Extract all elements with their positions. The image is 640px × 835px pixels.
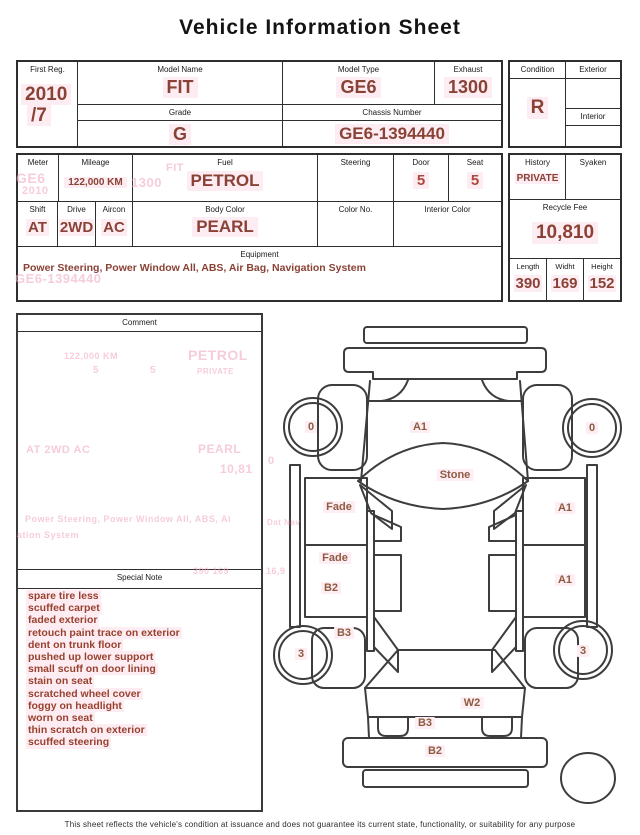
comment-header: Comment bbox=[18, 315, 261, 332]
model-name-cell bbox=[78, 62, 283, 105]
damage-code-label: 3 bbox=[295, 648, 307, 660]
length-cell bbox=[510, 259, 547, 300]
special-note-item: retouch paint trace on exterior bbox=[28, 626, 180, 639]
condition-label: Condition bbox=[510, 62, 565, 79]
steering-label: Steering bbox=[340, 158, 371, 167]
mileage-cell bbox=[59, 155, 133, 202]
special-note-list bbox=[26, 590, 258, 749]
exterior-interior-cell bbox=[566, 62, 620, 146]
equipment-cell bbox=[18, 247, 501, 300]
door-label: Door bbox=[412, 158, 430, 167]
grade-value: G bbox=[169, 124, 191, 145]
car-diagram bbox=[265, 315, 640, 815]
special-note-item: scratched wheel cover bbox=[28, 687, 141, 700]
damage-code-label: B2 bbox=[321, 582, 341, 594]
model-name-label: Model Name bbox=[157, 65, 203, 74]
special-note-item: spare tire less bbox=[28, 590, 99, 602]
chassis-number-cell bbox=[283, 105, 501, 146]
special-note-item: worn on seat bbox=[28, 712, 93, 725]
model-type-cell bbox=[283, 62, 435, 105]
equipment-label: Equipment bbox=[240, 250, 279, 259]
special-note-header: Special Note bbox=[18, 569, 261, 589]
length-label: Length bbox=[516, 262, 540, 271]
exhaust-cell bbox=[435, 62, 501, 105]
specs-table bbox=[16, 153, 503, 302]
ghost-text: Dat Nav bbox=[267, 518, 301, 527]
page-title: Vehicle Information Sheet bbox=[179, 16, 461, 39]
registration-table bbox=[16, 60, 503, 148]
ghost-text: 390 169 bbox=[193, 566, 230, 576]
grade-label: Grade bbox=[78, 105, 282, 121]
first-reg-value-year: 2010 bbox=[21, 84, 71, 105]
damage-code-label: B2 bbox=[425, 745, 445, 757]
ghost-text: FIT bbox=[166, 162, 184, 174]
ghost-text: PETROL bbox=[188, 347, 248, 363]
body-color-value: PEARL bbox=[192, 217, 258, 237]
ghost-text: 1300 bbox=[131, 175, 162, 190]
interior-color-cell bbox=[394, 202, 501, 247]
drive-cell bbox=[58, 202, 96, 247]
body-color-label: Body Color bbox=[205, 205, 245, 214]
fuel-value: PETROL bbox=[187, 171, 264, 191]
damage-code-label: 3 bbox=[577, 645, 589, 657]
interior-color-label: Interior Color bbox=[424, 205, 471, 214]
model-name-value: FIT bbox=[163, 77, 198, 98]
history-value: PRIVATE bbox=[516, 173, 559, 184]
ghost-text: PRIVATE bbox=[197, 367, 234, 376]
ghost-text: 16,9 bbox=[266, 566, 286, 576]
mileage-value: 122,000 KM bbox=[64, 177, 126, 188]
drive-label: Drive bbox=[67, 205, 86, 214]
aircon-label: Aircon bbox=[102, 205, 126, 214]
length-value: 390 bbox=[515, 275, 541, 292]
width-value: 169 bbox=[552, 275, 578, 292]
interior-label: Interior bbox=[566, 108, 620, 126]
special-note-item: foggy on headlight bbox=[28, 699, 122, 712]
chassis-number-label: Chassis Number bbox=[283, 105, 501, 121]
syaken-cell bbox=[566, 155, 620, 200]
damage-code-label: 0 bbox=[305, 421, 317, 433]
ghost-text: 10,81 bbox=[220, 462, 253, 476]
damage-code-label: Stone bbox=[437, 469, 474, 481]
shift-cell bbox=[18, 202, 58, 247]
seat-cell bbox=[449, 155, 501, 202]
special-note-item: thin scratch on exterior bbox=[28, 724, 145, 737]
shift-label: Shift bbox=[29, 205, 46, 214]
condition-cell bbox=[510, 62, 566, 146]
special-note-item: scuffed steering bbox=[28, 736, 110, 749]
ghost-text: 2010 bbox=[22, 185, 49, 197]
door-value: 5 bbox=[413, 172, 429, 189]
first-reg-cell bbox=[18, 62, 78, 146]
ghost-text: 122,000 KM bbox=[64, 351, 119, 361]
ghost-text: 0 bbox=[268, 455, 275, 467]
grade-cell bbox=[78, 105, 283, 146]
chassis-number-value: GE6-1394440 bbox=[335, 124, 449, 144]
seat-value: 5 bbox=[467, 172, 483, 189]
ghost-text: ation System bbox=[17, 530, 80, 540]
damage-labels-layer bbox=[265, 315, 640, 815]
special-note-item: scuffed carpet bbox=[28, 602, 100, 615]
history-label: History bbox=[525, 158, 550, 167]
width-label: Widht bbox=[555, 262, 575, 271]
door-cell bbox=[394, 155, 449, 202]
recycle-fee-value: 10,810 bbox=[532, 222, 598, 244]
model-type-label: Model Type bbox=[337, 65, 380, 74]
special-note-item: dent on trunk floor bbox=[28, 638, 122, 651]
damage-code-label: A1 bbox=[555, 574, 575, 586]
damage-code-label: A1 bbox=[410, 421, 430, 433]
seat-label: Seat bbox=[466, 158, 484, 167]
ghost-text: GE6-1394440 bbox=[15, 271, 102, 286]
disclaimer-text: This sheet reflects the vehicle's condition at issuance and does not guarantee its current state, functionality, or suitability for any purpose bbox=[64, 820, 576, 829]
damage-code-label: Fade bbox=[323, 501, 355, 513]
ghost-text: Power Steering, Power Window All, ABS, Ai bbox=[25, 514, 231, 524]
damage-code-label: 0 bbox=[586, 422, 598, 434]
special-note-item: stain on seat bbox=[28, 675, 93, 688]
meter-label: Meter bbox=[27, 158, 49, 167]
body-color-cell bbox=[133, 202, 318, 247]
damage-code-label: B3 bbox=[415, 717, 435, 729]
first-reg-label: First Reg. bbox=[30, 65, 65, 74]
equipment-value: Power Steering, Power Window All, ABS, Air Bag, Navigation System bbox=[23, 262, 366, 274]
damage-code-label: Fade bbox=[319, 552, 351, 564]
aircon-value: AC bbox=[103, 219, 125, 236]
special-note-item: small scuff on door lining bbox=[28, 663, 156, 676]
comment-special-note-box bbox=[16, 313, 263, 812]
ghost-text: AT 2WD AC bbox=[26, 444, 91, 456]
fuel-cell bbox=[133, 155, 318, 202]
mileage-label: Mileage bbox=[81, 158, 110, 167]
condition-value: R bbox=[527, 97, 549, 119]
height-cell bbox=[584, 259, 620, 300]
recycle-fee-label: Recycle Fee bbox=[542, 203, 588, 212]
syaken-label: Syaken bbox=[579, 158, 607, 167]
history-table bbox=[508, 153, 622, 302]
exhaust-value: 1300 bbox=[444, 77, 492, 98]
height-value: 152 bbox=[589, 275, 615, 292]
special-note-item: faded exterior bbox=[28, 614, 98, 627]
aircon-cell bbox=[96, 202, 133, 247]
first-reg-value-month: /7 bbox=[27, 105, 51, 126]
condition-table bbox=[508, 60, 622, 148]
color-no-label: Color No. bbox=[338, 205, 373, 214]
ghost-text: PEARL bbox=[198, 442, 242, 456]
color-no-cell bbox=[318, 202, 394, 247]
damage-code-label: W2 bbox=[461, 697, 484, 709]
drive-value: 2WD bbox=[59, 219, 94, 236]
damage-code-label: A1 bbox=[555, 502, 575, 514]
ghost-text: GE6 bbox=[16, 170, 46, 186]
recycle-fee-cell bbox=[510, 200, 620, 259]
ghost-text: 5 bbox=[93, 365, 100, 376]
meter-cell bbox=[18, 155, 59, 202]
history-cell bbox=[510, 155, 566, 200]
fuel-label: Fuel bbox=[217, 158, 233, 167]
special-note-item: pushed up lower support bbox=[28, 651, 154, 664]
shift-value: AT bbox=[28, 219, 47, 236]
ghost-text: 5 bbox=[150, 365, 157, 376]
exterior-label: Exterior bbox=[566, 62, 620, 79]
damage-code-label: B3 bbox=[334, 627, 354, 639]
steering-cell bbox=[318, 155, 394, 202]
model-type-value: GE6 bbox=[336, 77, 380, 98]
width-cell bbox=[547, 259, 584, 300]
height-label: Height bbox=[591, 262, 613, 271]
exhaust-label: Exhaust bbox=[453, 65, 483, 74]
